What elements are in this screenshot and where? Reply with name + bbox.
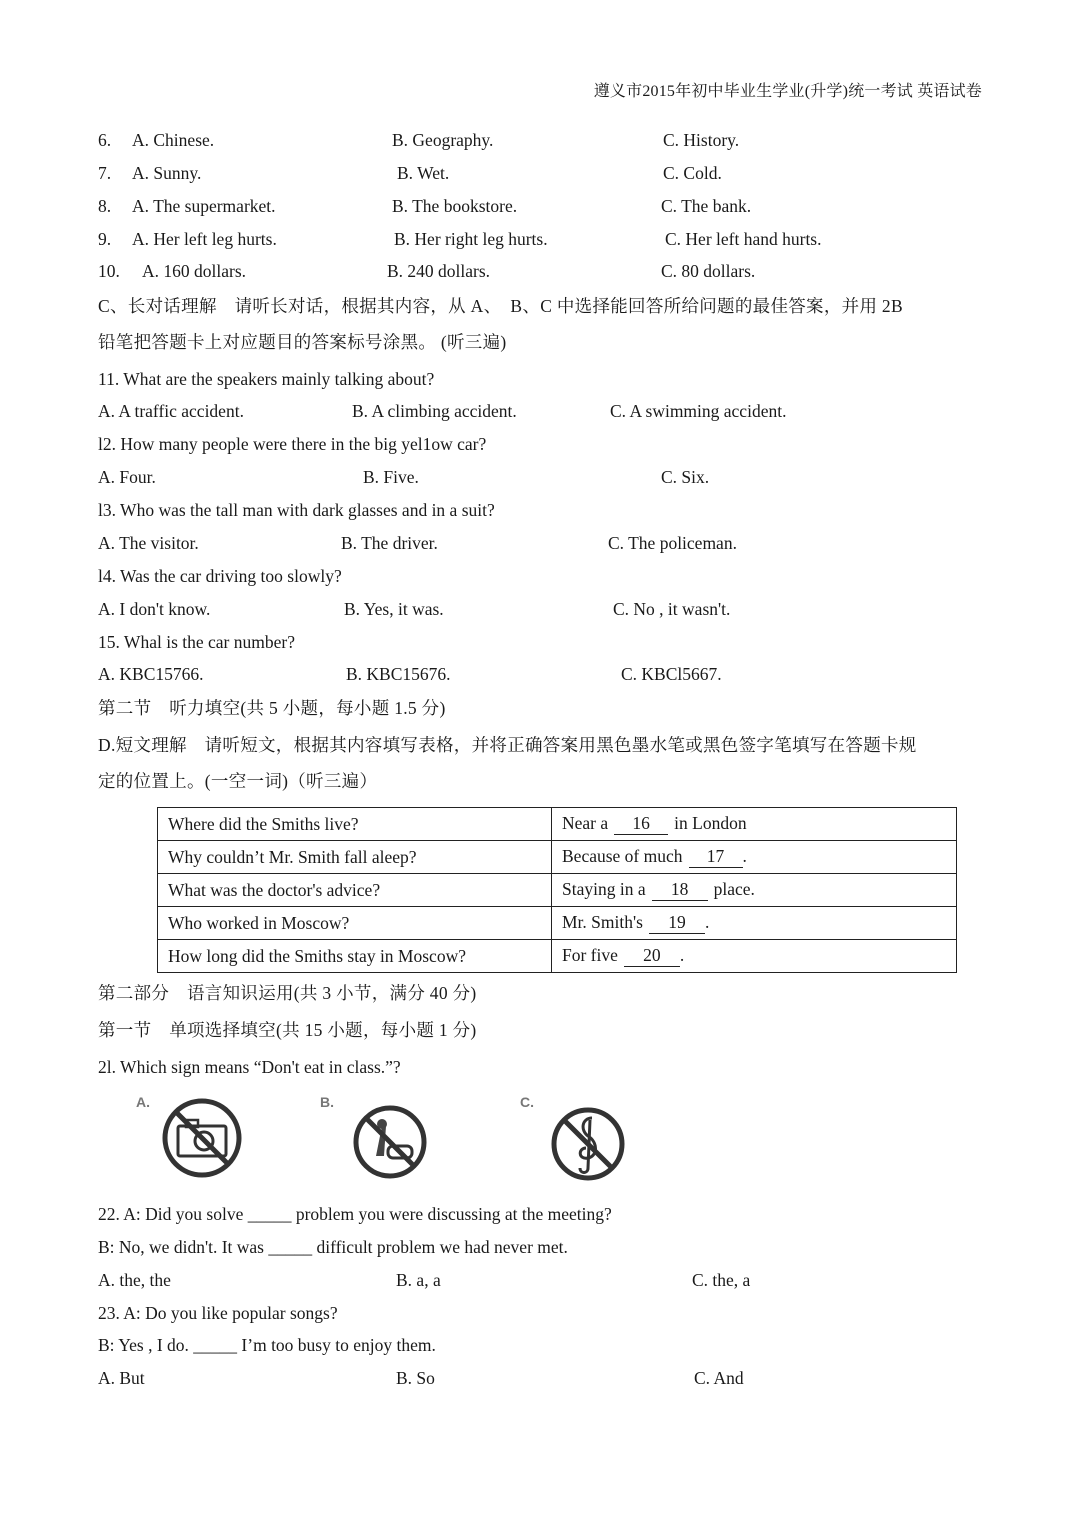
- option-c: C. 80 dollars.: [661, 261, 756, 281]
- option-c: C. Cold.: [663, 163, 722, 183]
- section-c-instruction-line2: 铅笔把答题卡上对应题目的答案标号涂黑。 (听三遍): [98, 332, 507, 352]
- sign-letter: A.: [136, 1094, 150, 1110]
- option-b: B. A climbing accident.: [352, 401, 517, 421]
- option-a: A. A traffic accident.: [98, 401, 244, 421]
- option-a: A. Sunny.: [132, 163, 202, 183]
- option-c: C. The bank.: [661, 196, 752, 216]
- question-11-stem: 11. What are the speakers mainly talking about?: [98, 369, 435, 389]
- option-c: C. the, a: [692, 1270, 751, 1290]
- section-d-instruction-line2: 定的位置上。(一空一词)（听三遍）: [98, 771, 378, 791]
- table-row: [158, 841, 957, 874]
- part2-section1-title: 第一节 单项选择填空(共 15 小题，每小题 1 分): [98, 1020, 477, 1040]
- section-c-instruction-line1: C、长对话理解 请听长对话，根据其内容，从 A、 B、C 中选择能回答所给问题的最佳答案，并用 2B: [98, 296, 903, 316]
- option-b: B. Yes, it was.: [344, 599, 444, 619]
- table-answer: Near a 16 in London: [552, 808, 957, 841]
- section-d-instruction-line1: D.短文理解 请听短文，根据其内容填写表格，并将正确答案用黑色墨水笔或黑色签字笔填写在答题卡规: [98, 735, 917, 755]
- question-12-stem: l2. How many people were there in the big yel1ow car?: [98, 434, 487, 454]
- question-22-line1: 22. A: Did you solve _____ problem you were discussing at the meeting?: [98, 1204, 612, 1224]
- table-question: Where did the Smiths live?: [158, 808, 552, 841]
- table-row: [158, 907, 957, 940]
- table-answer: For five 20 .: [552, 940, 957, 973]
- option-b: B. KBC15676.: [346, 664, 451, 684]
- table-answer: Mr. Smith's 19 .: [552, 907, 957, 940]
- option-c: C. KBCl5667.: [621, 664, 722, 684]
- question-13-stem: l3. Who was the tall man with dark glasses and in a suit?: [98, 500, 495, 520]
- table-question: Why couldn’t Mr. Smith fall aleep?: [158, 841, 552, 874]
- option-a: A. I don't know.: [98, 599, 211, 619]
- option-c: C. The policeman.: [608, 533, 737, 553]
- answer-blank[interactable]: 17: [689, 846, 743, 868]
- no-camera-icon: [160, 1092, 244, 1184]
- option-b: B. The driver.: [341, 533, 438, 553]
- question-number: 9.: [98, 229, 112, 249]
- answer-blank[interactable]: 18: [652, 879, 708, 901]
- question-number: 8.: [98, 196, 112, 216]
- option-c: C. A swimming accident.: [610, 401, 787, 421]
- question-23-line1: 23. A: Do you like popular songs?: [98, 1303, 338, 1323]
- sign-letter: C.: [520, 1094, 534, 1110]
- option-c: C. History.: [663, 130, 740, 150]
- exam-header: 遵义市2015年初中毕业生学业(升学)统一考试 英语试卷: [593, 83, 982, 100]
- option-b: B. Five.: [363, 467, 419, 487]
- fill-in-table: [157, 807, 957, 973]
- answer-blank[interactable]: 20: [624, 945, 680, 967]
- option-a: A. But: [98, 1368, 145, 1388]
- option-a: A. Chinese.: [132, 130, 215, 150]
- sign-images: [130, 1092, 670, 1192]
- table-row: [158, 808, 957, 841]
- option-c: C. And: [694, 1368, 744, 1388]
- sign-letter: B.: [320, 1094, 334, 1110]
- option-b: B. a, a: [396, 1270, 441, 1290]
- option-a: A. Four.: [98, 467, 156, 487]
- part2-title: 第二部分 语言知识运用(共 3 小节，满分 40 分): [98, 983, 477, 1003]
- table-row: [158, 874, 957, 907]
- option-b: B. Geography.: [392, 130, 494, 150]
- option-b: B. The bookstore.: [392, 196, 518, 216]
- option-c: C. Her left hand hurts.: [665, 229, 822, 249]
- question-number: 6.: [98, 130, 112, 150]
- option-a: A. KBC15766.: [98, 664, 204, 684]
- question-15-stem: 15. Whal is the car number?: [98, 632, 295, 652]
- table-question: What was the doctor's advice?: [158, 874, 552, 907]
- option-b: B. 240 dollars.: [387, 261, 491, 281]
- no-food-icon: [350, 1096, 430, 1186]
- question-number: 7.: [98, 163, 112, 183]
- option-b: B. Her right leg hurts.: [394, 229, 548, 249]
- table-question: Who worked in Moscow?: [158, 907, 552, 940]
- table-row: [158, 940, 957, 973]
- table-question: How long did the Smiths stay in Moscow?: [158, 940, 552, 973]
- option-a: A. the, the: [98, 1270, 171, 1290]
- option-b: B. Wet.: [397, 163, 450, 183]
- option-a: A. Her left leg hurts.: [132, 229, 277, 249]
- option-a: A. The supermarket.: [132, 196, 276, 216]
- option-c: C. No , it wasn't.: [613, 599, 731, 619]
- question-23-line2: B: Yes , I do. _____ I’m too busy to enjoy them.: [98, 1335, 436, 1355]
- question-14-stem: l4. Was the car driving too slowly?: [98, 566, 342, 586]
- table-answer: Because of much 17 .: [552, 841, 957, 874]
- table-answer: Staying in a 18 place.: [552, 874, 957, 907]
- no-music-icon: [548, 1098, 628, 1186]
- answer-blank[interactable]: 16: [614, 813, 668, 835]
- option-b: B. So: [396, 1368, 435, 1388]
- question-22-line2: B: No, we didn't. It was _____ difficult problem we had never met.: [98, 1237, 568, 1257]
- option-c: C. Six.: [661, 467, 710, 487]
- question-21-stem: 2l. Which sign means “Don't eat in class.”?: [98, 1057, 401, 1077]
- part1-section2-title: 第二节 听力填空(共 5 小题，每小题 1.5 分): [98, 698, 446, 718]
- answer-blank[interactable]: 19: [649, 912, 705, 934]
- question-number: 10.: [98, 261, 120, 281]
- option-a: A. The visitor.: [98, 533, 199, 553]
- option-a: A. 160 dollars.: [142, 261, 247, 281]
